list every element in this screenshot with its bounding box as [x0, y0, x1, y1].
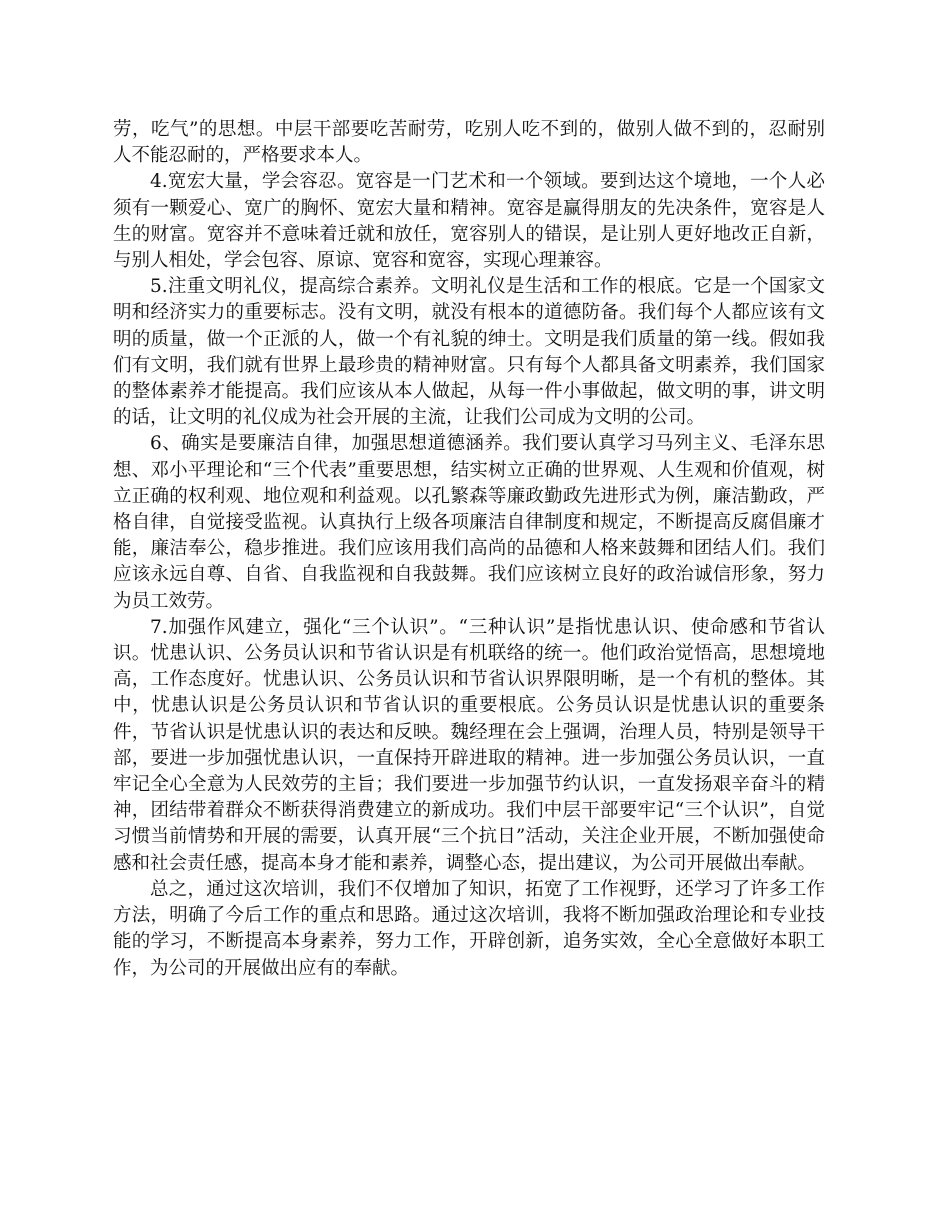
paragraph-item-4-tolerance: 4.宽宏大量，学会容忍。宽容是一门艺术和一个领域。要到达这个境地，一个人必须有一颗爱心、宽广的胸怀、宽宏大量和精神。宽容是赢得朋友的先决条件，宽容是人生的财富。宽容并不意味着迁就和放任，宽容别人的错误，是让别人更好地改正自新，与别人相处，学会包容、原谅、宽容和宽容，实现心理兼容。: [113, 171, 825, 272]
paragraph-item-6-integrity: 6、确实是要廉洁自律，加强思想道德涵养。我们要认真学习马列主义、毛泽东思想、邓小平理论和“三个代表”重要思想，结实树立正确的世界观、人生观和价值观，树立正确的权利观、地位观和利益观。以孔繁森等廉政勤政先进形式为例，廉洁勤政，严格自律，自觉接受监视。认真执行上级各项廉洁自律制度和规定，不断提高反腐倡廉才能，廉洁奉公，稳步推进。我们应该用我们高尚的品德和人格来鼓舞和团结人们。我们应该永远自尊、自省、自我监视和自我鼓舞。我们应该树立良好的政治诚信形象，努力为员工效劳。: [113, 433, 825, 612]
paragraph-item-7-work-style: 7.加强作风建立，强化“三个认识”。“三种认识”是指忧患认识、使命感和节省认识。忧患认识、公务员认识和节省认识是有机联络的统一。他们政治觉悟高，思想境地高，工作态度好。忧患认识、公务员认识和节省认识界限明晰，是一个有机的整体。其中，忧患认识是公务员认识和节省认识的重要根底。公务员认识是忧患认识的重要条件，节省认识是忧患认识的表达和反映。魏经理在会上强调，治理人员，特别是领导干部，要进一步加强忧患认识，一直保持开辟进取的精神。进一步加强公务员认识，一直牢记全心全意为人民效劳的主旨；我们要进一步加强节约认识，一直发扬艰辛奋斗的精神，团结带着群众不断获得消费建立的新成功。我们中层干部要牢记“三个认识”，自觉习惯当前情势和开展的需要，认真开展“三个抗日”活动，关注企业开展，不断加强使命感和社会责任感，提高本身才能和素养，调整心态，提出建议，为公司开展做出奉献。: [113, 616, 825, 874]
paragraph-continuation: 劳，吃气”的思想。中层干部要吃苦耐劳，吃别人吃不到的，做别人做不到的，忍耐别人不能忍耐的，严格要求本人。: [113, 119, 825, 167]
document-page: [113, 117, 825, 982]
paragraph-conclusion: 总之，通过这次培训，我们不仅增加了知识，拓宽了工作视野，还学习了许多工作方法，明确了今后工作的重点和思路。通过这次培训，我将不断加强政治理论和专业技能的学习，不断提高本身素养，努力工作，开辟创新，追务实效，全心全意做好本职工作，为公司的开展做出应有的奉献。: [113, 878, 825, 979]
paragraph-item-5-civility: 5.注重文明礼仪，提高综合素养。文明礼仪是生活和工作的根底。它是一个国家文明和经济实力的重要标志。没有文明，就没有根本的道德防备。我们每个人都应该有文明的质量，做一个正派的人，做一个有礼貌的绅士。文明是我们质量的第一线。假如我们有文明，我们就有世界上最珍贵的精神财富。只有每个人都具备文明素养，我们国家的整体素养才能提高。我们应该从本人做起，从每一件小事做起，做文明的事，讲文明的话，让文明的礼仪成为社会开展的主流，让我们公司成为文明的公司。: [113, 276, 825, 429]
